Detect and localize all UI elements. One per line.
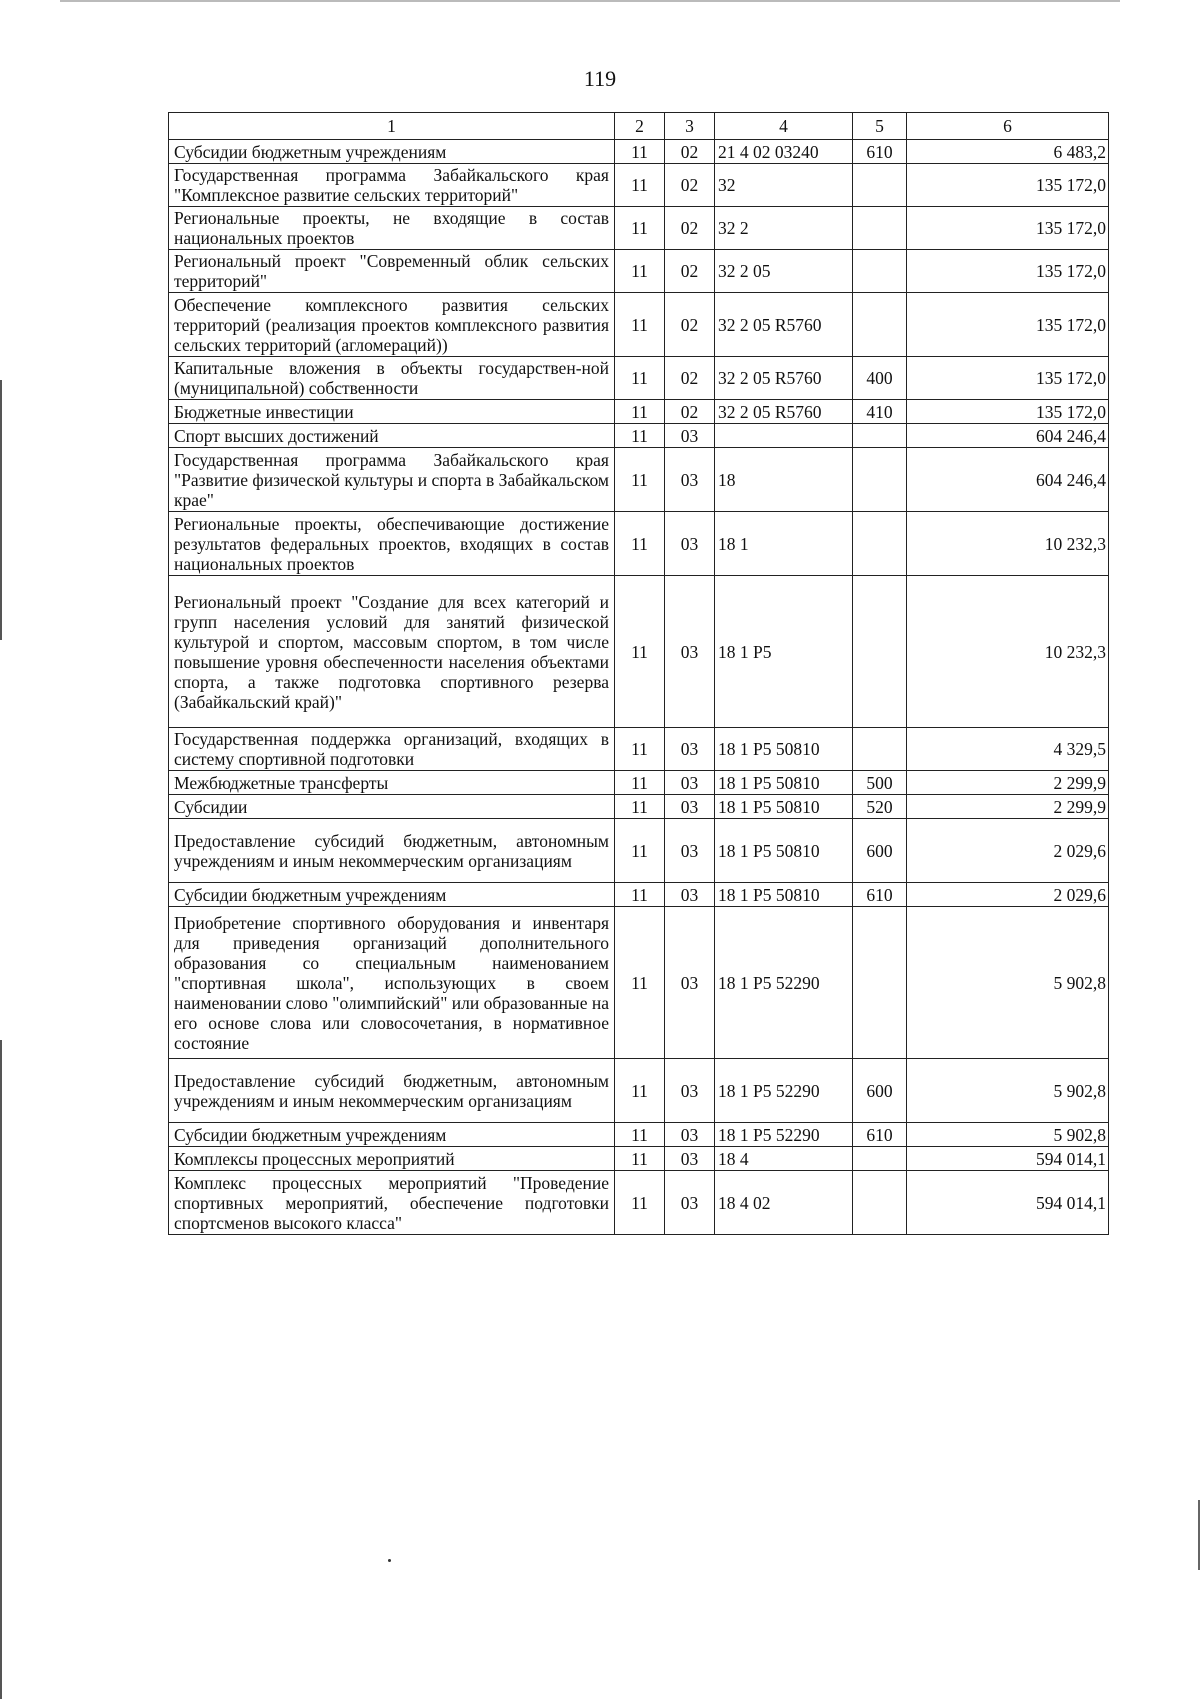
table-header-row: [169, 113, 1109, 140]
subsection-cell: 02: [665, 207, 715, 250]
target-article-cell: 32 2: [715, 207, 853, 250]
target-article-cell: 21 4 02 03240: [715, 140, 853, 164]
table-row: [169, 883, 1109, 907]
table-row: [169, 1123, 1109, 1147]
table-row: [169, 357, 1109, 400]
amount-cell: 135 172,0: [907, 164, 1109, 207]
column-header-2: 2: [615, 113, 665, 140]
section-cell: 11: [615, 576, 665, 728]
amount-cell: 2 299,9: [907, 795, 1109, 819]
amount-cell: 10 232,3: [907, 512, 1109, 576]
expense-type-cell: [853, 207, 907, 250]
scan-speck: [388, 1559, 391, 1562]
target-article-cell: 18 1: [715, 512, 853, 576]
target-article-cell: 18 1 P5 50810: [715, 771, 853, 795]
row-name-cell: Субсидии бюджетным учреждениям: [169, 1123, 615, 1147]
amount-cell: 5 902,8: [907, 1059, 1109, 1123]
subsection-cell: 03: [665, 512, 715, 576]
section-cell: 11: [615, 819, 665, 883]
amount-cell: 135 172,0: [907, 207, 1109, 250]
table-row: [169, 448, 1109, 512]
subsection-cell: 03: [665, 448, 715, 512]
table-row: [169, 512, 1109, 576]
section-cell: 11: [615, 728, 665, 771]
target-article-cell: 18 4 02: [715, 1171, 853, 1235]
table-row: [169, 250, 1109, 293]
expense-type-cell: 600: [853, 1059, 907, 1123]
amount-cell: 2 029,6: [907, 883, 1109, 907]
amount-cell: 135 172,0: [907, 250, 1109, 293]
expense-type-cell: [853, 293, 907, 357]
row-name-cell: Предоставление субсидий бюджетным, автономным учреждениям и иным некоммерческим организациям: [169, 1059, 615, 1123]
expense-type-cell: [853, 907, 907, 1059]
subsection-cell: 03: [665, 883, 715, 907]
subsection-cell: 03: [665, 1147, 715, 1171]
expense-type-cell: [853, 424, 907, 448]
table-row: [169, 1147, 1109, 1171]
row-name-cell: Субсидии: [169, 795, 615, 819]
scan-left-edge-lower: [0, 1040, 2, 1699]
amount-cell: 604 246,4: [907, 424, 1109, 448]
column-header-4: 4: [715, 113, 853, 140]
table-body: [169, 140, 1109, 1235]
row-name-cell: Субсидии бюджетным учреждениям: [169, 883, 615, 907]
row-name-cell: Региональные проекты, обеспечивающие достижение результатов федеральных проектов, входящих в состав национальных проектов: [169, 512, 615, 576]
target-article-cell: 32 2 05 R5760: [715, 400, 853, 424]
target-article-cell: 18 4: [715, 1147, 853, 1171]
amount-cell: 5 902,8: [907, 907, 1109, 1059]
row-name-cell: Приобретение спортивного оборудования и инвентаря для приведения организаций дополнительного образования со специальным наименованием "спортивная школа", использующих в своем наименовании слово "олимпийский" или образованные на его основе слова или словосочетания, в нормативное состояние: [169, 907, 615, 1059]
expense-type-cell: [853, 1147, 907, 1171]
target-article-cell: 18 1 P5 50810: [715, 795, 853, 819]
section-cell: 11: [615, 883, 665, 907]
section-cell: 11: [615, 400, 665, 424]
table-row: [169, 728, 1109, 771]
target-article-cell: 32 2 05: [715, 250, 853, 293]
subsection-cell: 02: [665, 293, 715, 357]
subsection-cell: 03: [665, 795, 715, 819]
amount-cell: 10 232,3: [907, 576, 1109, 728]
column-header-3: 3: [665, 113, 715, 140]
row-name-cell: Комплекс процессных мероприятий "Проведение спортивных мероприятий, обеспечение подготовки спортсменов высокого класса": [169, 1171, 615, 1235]
target-article-cell: 18 1 P5 52290: [715, 1059, 853, 1123]
expense-type-cell: [853, 1171, 907, 1235]
section-cell: 11: [615, 140, 665, 164]
expense-type-cell: [853, 164, 907, 207]
subsection-cell: 03: [665, 907, 715, 1059]
amount-cell: 594 014,1: [907, 1147, 1109, 1171]
table-row: [169, 293, 1109, 357]
target-article-cell: 18 1 P5 50810: [715, 819, 853, 883]
subsection-cell: 03: [665, 771, 715, 795]
target-article-cell: 18 1 P5 50810: [715, 728, 853, 771]
expense-type-cell: 520: [853, 795, 907, 819]
expense-type-cell: 500: [853, 771, 907, 795]
target-article-cell: [715, 424, 853, 448]
section-cell: 11: [615, 357, 665, 400]
expense-type-cell: [853, 576, 907, 728]
row-name-cell: Государственная программа Забайкальского края "Комплексное развитие сельских территорий": [169, 164, 615, 207]
subsection-cell: 03: [665, 1123, 715, 1147]
expense-type-cell: 400: [853, 357, 907, 400]
subsection-cell: 02: [665, 250, 715, 293]
budget-table: [168, 112, 1109, 1235]
amount-cell: 2 029,6: [907, 819, 1109, 883]
section-cell: 11: [615, 424, 665, 448]
subsection-cell: 03: [665, 576, 715, 728]
table-row: [169, 819, 1109, 883]
table-row: [169, 400, 1109, 424]
target-article-cell: 18 1 P5: [715, 576, 853, 728]
amount-cell: 4 329,5: [907, 728, 1109, 771]
table-row: [169, 424, 1109, 448]
subsection-cell: 02: [665, 140, 715, 164]
column-header-6: 6: [907, 113, 1109, 140]
subsection-cell: 03: [665, 1171, 715, 1235]
row-name-cell: Государственная программа Забайкальского края "Развитие физической культуры и спорта в Забайкальском крае": [169, 448, 615, 512]
row-name-cell: Государственная поддержка организаций, входящих в систему спортивной подготовки: [169, 728, 615, 771]
target-article-cell: 18: [715, 448, 853, 512]
subsection-cell: 03: [665, 1059, 715, 1123]
subsection-cell: 02: [665, 164, 715, 207]
amount-cell: 594 014,1: [907, 1171, 1109, 1235]
table-row: [169, 771, 1109, 795]
subsection-cell: 02: [665, 400, 715, 424]
expense-type-cell: 410: [853, 400, 907, 424]
column-header-1: 1: [169, 113, 615, 140]
table-row: [169, 140, 1109, 164]
section-cell: 11: [615, 512, 665, 576]
section-cell: 11: [615, 293, 665, 357]
amount-cell: 5 902,8: [907, 1123, 1109, 1147]
expense-type-cell: 610: [853, 883, 907, 907]
table-row: [169, 907, 1109, 1059]
subsection-cell: 03: [665, 424, 715, 448]
table-row: [169, 576, 1109, 728]
row-name-cell: Спорт высших достижений: [169, 424, 615, 448]
table-row: [169, 795, 1109, 819]
amount-cell: 604 246,4: [907, 448, 1109, 512]
target-article-cell: 18 1 P5 52290: [715, 907, 853, 1059]
row-name-cell: Региональный проект "Создание для всех категорий и групп населения условий для занятий физической культурой и спортом, массовым спортом, в том числе повышение уровня обеспеченности населения объектами спорта, а также подготовка спортивного резерва (Забайкальский край)": [169, 576, 615, 728]
amount-cell: 6 483,2: [907, 140, 1109, 164]
subsection-cell: 02: [665, 357, 715, 400]
section-cell: 11: [615, 250, 665, 293]
table-row: [169, 1171, 1109, 1235]
subsection-cell: 03: [665, 819, 715, 883]
target-article-cell: 18 1 P5 50810: [715, 883, 853, 907]
scan-top-edge: [60, 0, 1120, 2]
row-name-cell: Обеспечение комплексного развития сельских территорий (реализация проектов комплексного развития сельских территорий (агломераций)): [169, 293, 615, 357]
expense-type-cell: [853, 512, 907, 576]
target-article-cell: 32 2 05 R5760: [715, 357, 853, 400]
target-article-cell: 32: [715, 164, 853, 207]
subsection-cell: 03: [665, 728, 715, 771]
row-name-cell: Субсидии бюджетным учреждениям: [169, 140, 615, 164]
amount-cell: 2 299,9: [907, 771, 1109, 795]
expense-type-cell: [853, 250, 907, 293]
amount-cell: 135 172,0: [907, 293, 1109, 357]
row-name-cell: Бюджетные инвестиции: [169, 400, 615, 424]
section-cell: 11: [615, 907, 665, 1059]
amount-cell: 135 172,0: [907, 357, 1109, 400]
scan-left-edge: [0, 380, 2, 640]
target-article-cell: 18 1 P5 52290: [715, 1123, 853, 1147]
amount-cell: 135 172,0: [907, 400, 1109, 424]
expense-type-cell: 610: [853, 140, 907, 164]
section-cell: 11: [615, 207, 665, 250]
target-article-cell: 32 2 05 R5760: [715, 293, 853, 357]
section-cell: 11: [615, 1123, 665, 1147]
section-cell: 11: [615, 1147, 665, 1171]
expense-type-cell: [853, 448, 907, 512]
section-cell: 11: [615, 1171, 665, 1235]
section-cell: 11: [615, 795, 665, 819]
section-cell: 11: [615, 448, 665, 512]
table-row: [169, 1059, 1109, 1123]
expense-type-cell: 610: [853, 1123, 907, 1147]
expense-type-cell: 600: [853, 819, 907, 883]
table-row: [169, 207, 1109, 250]
row-name-cell: Предоставление субсидий бюджетным, автономным учреждениям и иным некоммерческим организациям: [169, 819, 615, 883]
row-name-cell: Межбюджетные трансферты: [169, 771, 615, 795]
column-header-5: 5: [853, 113, 907, 140]
row-name-cell: Капитальные вложения в объекты государствен-ной (муниципальной) собственности: [169, 357, 615, 400]
page-number: 119: [583, 66, 617, 91]
row-name-cell: Региональный проект "Современный облик сельских территорий": [169, 250, 615, 293]
section-cell: 11: [615, 771, 665, 795]
row-name-cell: Региональные проекты, не входящие в состав национальных проектов: [169, 207, 615, 250]
row-name-cell: Комплексы процессных мероприятий: [169, 1147, 615, 1171]
table-row: [169, 164, 1109, 207]
section-cell: 11: [615, 164, 665, 207]
expense-type-cell: [853, 728, 907, 771]
section-cell: 11: [615, 1059, 665, 1123]
